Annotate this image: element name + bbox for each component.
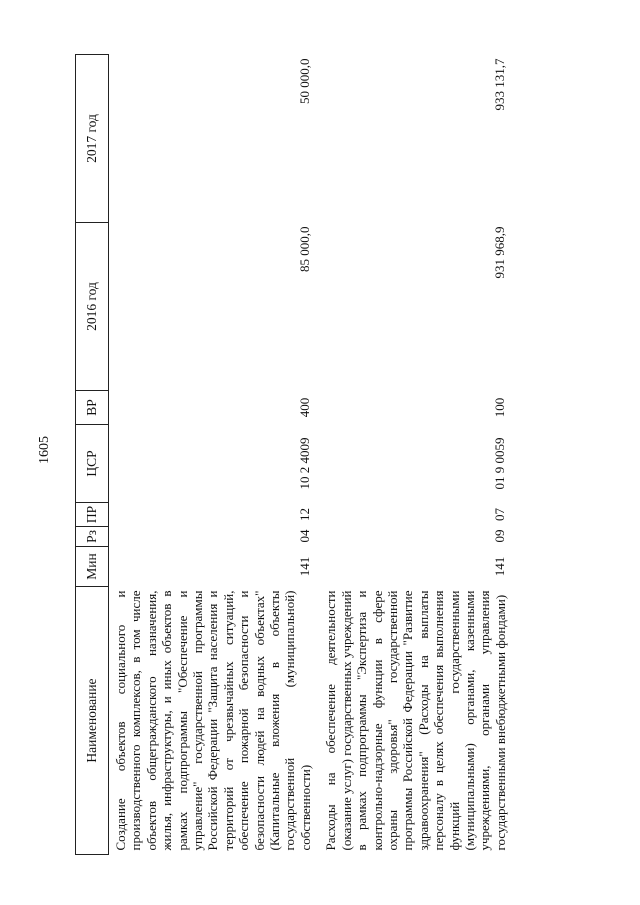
row-rz: 09 xyxy=(492,529,508,543)
header-vr: ВР xyxy=(76,391,109,425)
rotated-table-wrapper xyxy=(75,55,635,855)
row-csr: 01 9 0059 xyxy=(492,437,508,490)
header-year-2017: 2017 год xyxy=(76,55,109,223)
header-name: Наименование xyxy=(76,587,109,855)
row-min: 141 xyxy=(297,556,313,577)
row-rz: 04 xyxy=(297,529,313,543)
row-amount-2017: 50 000,0 xyxy=(297,58,313,104)
row-pr: 12 xyxy=(297,508,313,521)
table-row xyxy=(319,55,514,855)
table-header-row xyxy=(76,55,109,855)
row-amount-2016: 931 968,9 xyxy=(492,226,508,279)
row-vr: 400 xyxy=(297,397,313,418)
page-number: 1605 xyxy=(37,436,52,464)
row-description: Создание объектов социального и производственного комплексов, в том числе объектов общегражданского назначения, жилья, инфраструктуры, и иных объектов в рамках подпрограммы "Обеспечение и управление" государственной программы Российской Федерации "Защита населения и территорий от чрезвычайных ситуаций, обеспечение пожарной безопасности и безопасности людей на водных объектах" (Капитальные вложения в объекты государственной (муниципальной) собственности) xyxy=(113,590,313,851)
header-rz: Рз xyxy=(76,527,109,547)
row-amount-2016: 85 000,0 xyxy=(297,226,313,272)
header-pr: ПР xyxy=(76,503,109,527)
row-vr: 100 xyxy=(492,397,508,418)
budget-table xyxy=(75,54,514,855)
row-amount-2017: 933 131,7 xyxy=(492,58,508,111)
row-min: 141 xyxy=(492,556,508,577)
row-pr: 07 xyxy=(492,508,508,521)
header-min: Мин xyxy=(76,547,109,587)
row-description: Расходы на обеспечение деятельности (оказание услуг) государственных учреждений в рамках подпрограммы "Экспертиза и контрольно-надзорные функции в сфере охраны здоровья" государственной программы Российской Федерации "Развитие здравоохранения" (Расходы на выплаты персоналу в целях обеспечения выполнения функций государственными (муниципальными) органами, казенными учреждениями, органами управления государственными внебюджетными фондами) xyxy=(323,590,508,851)
header-csr: ЦСР xyxy=(76,425,109,503)
row-csr: 10 2 4009 xyxy=(297,437,313,490)
document-sheet xyxy=(75,55,635,855)
header-year-2016: 2016 год xyxy=(76,223,109,391)
table-row xyxy=(109,55,320,855)
